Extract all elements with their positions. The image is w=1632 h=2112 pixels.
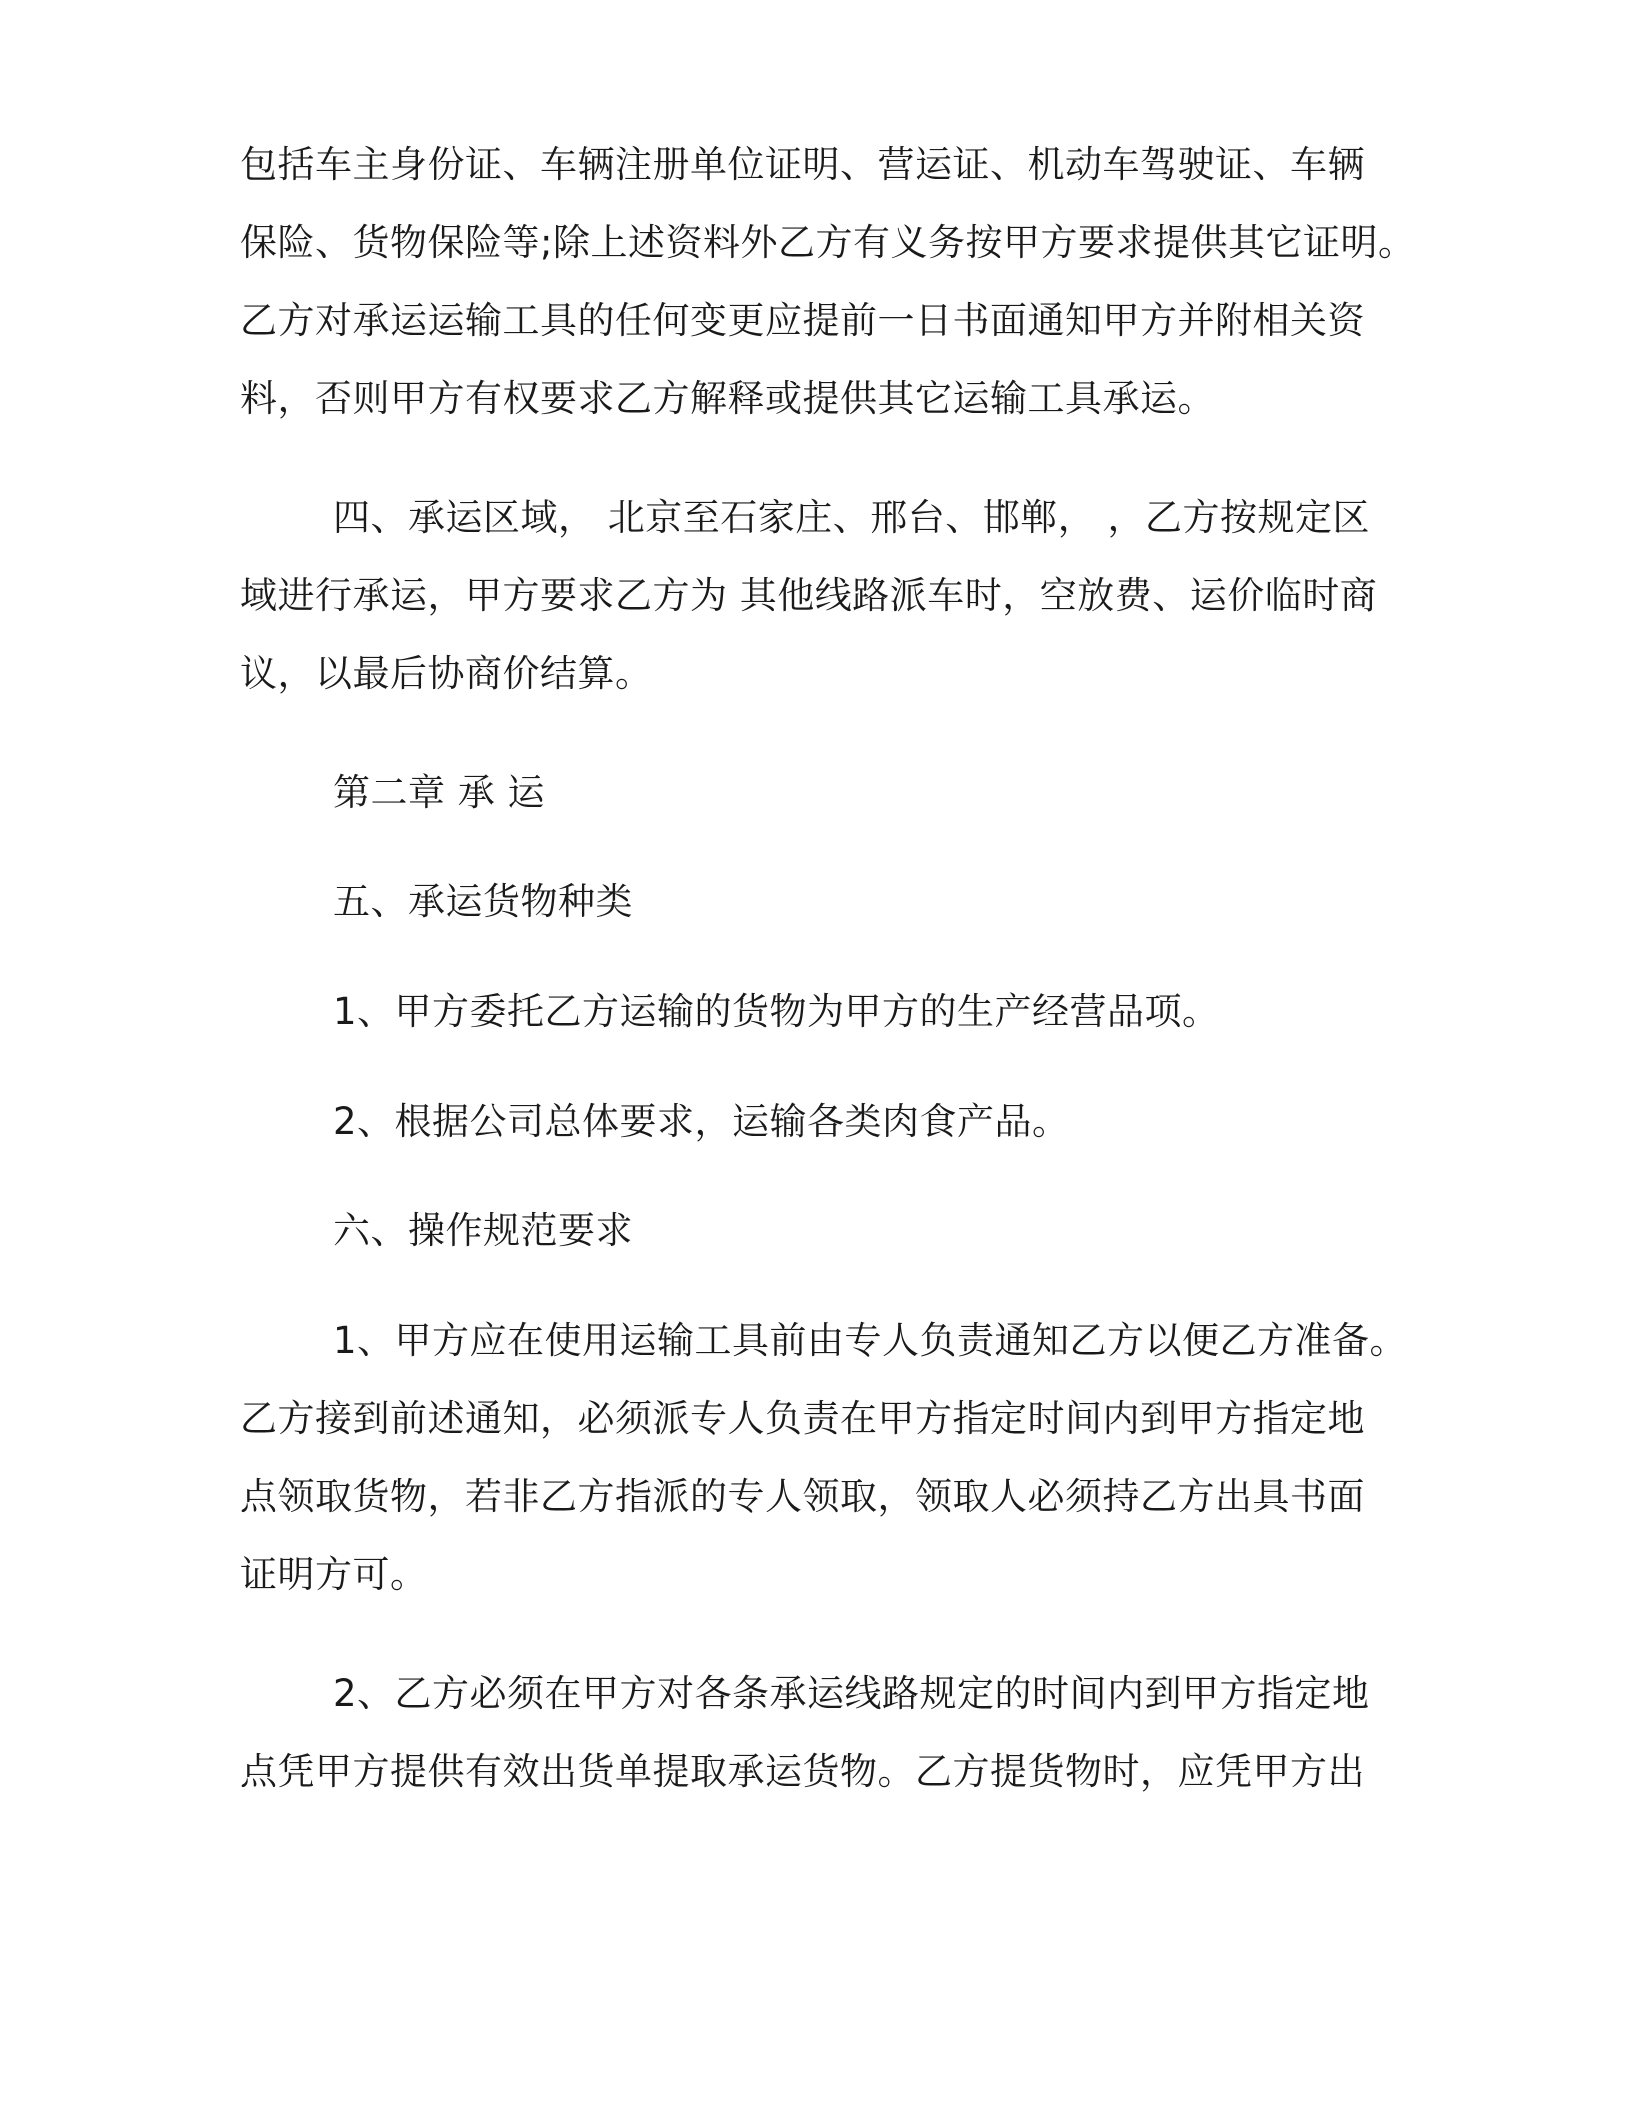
paragraph-line: 乙方接到前述通知，必须派专人负责在甲方指定时间内到甲方指定地: [240, 1397, 1365, 1440]
paragraph-line: 1、甲方应在使用运输工具前由专人负责通知乙方以便乙方准备。: [333, 1319, 1408, 1362]
paragraph-line: 包括车主身份证、车辆注册单位证明、营运证、机动车驾驶证、车辆: [240, 143, 1365, 186]
section-heading: 五、承运货物种类: [333, 880, 633, 923]
paragraph-line: 点凭甲方提供有效出货单提取承运货物。乙方提货物时，应凭甲方出: [240, 1750, 1365, 1793]
paragraph-line: 2、乙方必须在甲方对各条承运线路规定的时间内到甲方指定地: [333, 1672, 1370, 1715]
paragraph-line: 乙方对承运运输工具的任何变更应提前一日书面通知甲方并附相关资: [240, 299, 1365, 342]
paragraph-line: 保险、货物保险等;除上述资料外乙方有义务按甲方要求提供其它证明。: [240, 221, 1416, 264]
paragraph-line: 料，否则甲方有权要求乙方解释或提供其它运输工具承运。: [240, 377, 1215, 420]
section-heading: 六、操作规范要求: [333, 1209, 633, 1252]
paragraph-line: 点领取货物，若非乙方指派的专人领取，领取人必须持乙方出具书面: [240, 1475, 1365, 1518]
paragraph-line: 四、承运区域， 北京至石家庄、邢台、邯郸， ，乙方按规定区: [333, 496, 1371, 539]
chapter-heading: 第二章 承 运: [333, 771, 546, 814]
paragraph-line: 域进行承运，甲方要求乙方为 其他线路派车时，空放费、运价临时商: [240, 574, 1378, 617]
list-item: 2、根据公司总体要求，运输各类肉食产品。: [333, 1100, 1070, 1143]
paragraph-line: 议，以最后协商价结算。: [240, 652, 653, 695]
paragraph-line: 证明方可。: [240, 1553, 428, 1596]
list-item: 1、甲方委托乙方运输的货物为甲方的生产经营品项。: [333, 990, 1220, 1033]
